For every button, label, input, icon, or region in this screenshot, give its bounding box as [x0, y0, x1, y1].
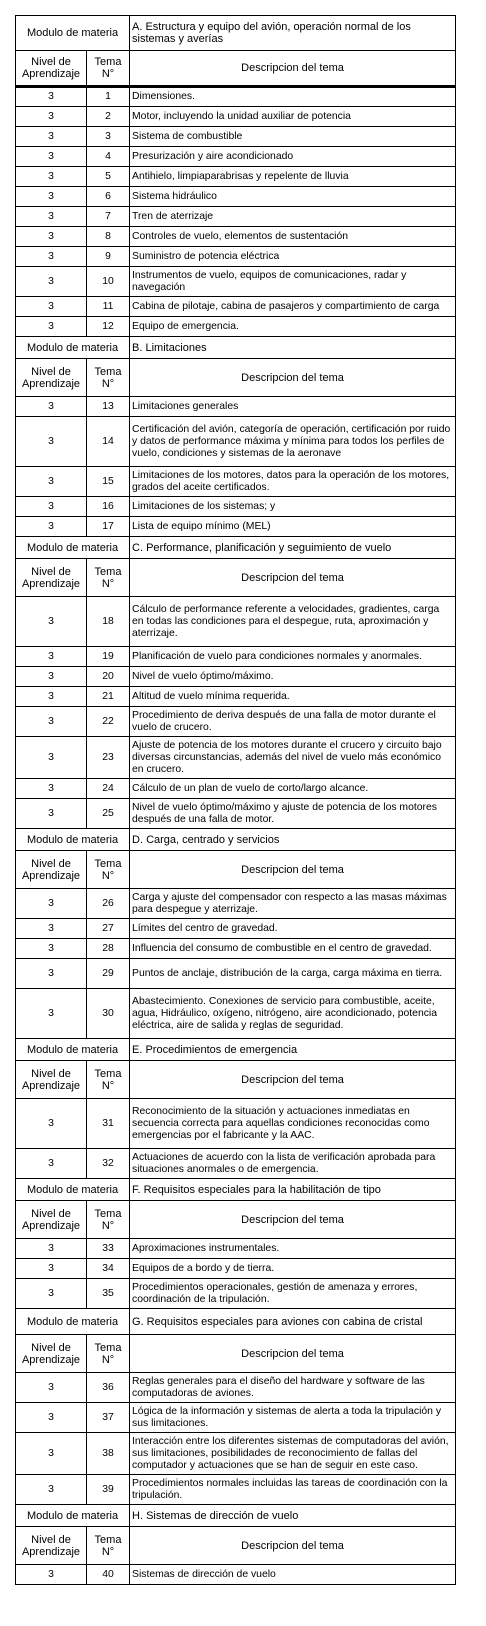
- cell-tema: 28: [87, 939, 130, 959]
- module-title: H. Sistemas de dirección de vuelo: [130, 1505, 456, 1527]
- cell-nivel: 3: [16, 1565, 87, 1585]
- column-header-row: [16, 851, 456, 889]
- syllabus-document: [15, 15, 455, 1585]
- module-label: Modulo de materia: [16, 337, 130, 359]
- cell-nivel: 3: [16, 227, 87, 247]
- header-tema: Tema N°: [87, 1061, 130, 1099]
- header-descripcion: Descripcion del tema: [130, 1335, 456, 1373]
- cell-tema: 24: [87, 779, 130, 799]
- cell-descripcion: Controles de vuelo, elementos de sustentación: [130, 227, 456, 247]
- table-row: [16, 597, 456, 647]
- module-row: [16, 16, 456, 51]
- table-row: [16, 147, 456, 167]
- header-tema: Tema N°: [87, 1201, 130, 1239]
- cell-nivel: 3: [16, 889, 87, 919]
- cell-descripcion: Procedimientos operacionales, gestión de amenaza y errores, coordinación de la tripulación.: [130, 1279, 456, 1309]
- table-row: [16, 989, 456, 1039]
- cell-nivel: 3: [16, 397, 87, 417]
- module-label: Modulo de materia: [16, 537, 130, 559]
- cell-nivel: 3: [16, 417, 87, 467]
- cell-descripcion: Procedimientos normales incluidas las tareas de coordinación con la tripulación.: [130, 1475, 456, 1505]
- cell-nivel: 3: [16, 187, 87, 207]
- table-row: [16, 467, 456, 497]
- module-row: [16, 1309, 456, 1335]
- cell-tema: 1: [87, 87, 130, 107]
- cell-descripcion: Aproximaciones instrumentales.: [130, 1239, 456, 1259]
- header-descripcion: Descripcion del tema: [130, 1061, 456, 1099]
- cell-descripcion: Abastecimiento. Conexiones de servicio para combustible, aceite, agua, Hidráulico, oxígeno, nitrógeno, aire acondicionado, potencia eléctrica, aire de salida y reglas de seguridad.: [130, 989, 456, 1039]
- table-row: [16, 919, 456, 939]
- cell-tema: 40: [87, 1565, 130, 1585]
- cell-nivel: 3: [16, 497, 87, 517]
- cell-nivel: 3: [16, 989, 87, 1039]
- table-row: [16, 1279, 456, 1309]
- cell-descripcion: Suministro de potencia eléctrica: [130, 247, 456, 267]
- cell-nivel: 3: [16, 1373, 87, 1403]
- cell-nivel: 3: [16, 647, 87, 667]
- cell-descripcion: Presurización y aire acondicionado: [130, 147, 456, 167]
- module-title: C. Performance, planificación y seguimiento de vuelo: [130, 537, 456, 559]
- header-nivel: Nivel de Aprendizaje: [16, 1335, 87, 1373]
- cell-tema: 11: [87, 297, 130, 317]
- cell-tema: 22: [87, 707, 130, 737]
- header-nivel: Nivel de Aprendizaje: [16, 851, 87, 889]
- cell-nivel: 3: [16, 247, 87, 267]
- cell-nivel: 3: [16, 939, 87, 959]
- module-title: E. Procedimientos de emergencia: [130, 1039, 456, 1061]
- cell-descripcion: Puntos de anclaje, distribución de la carga, carga máxima en tierra.: [130, 959, 456, 989]
- table-row: [16, 317, 456, 337]
- cell-descripcion: Sistema de combustible: [130, 127, 456, 147]
- cell-nivel: 3: [16, 87, 87, 107]
- cell-tema: 15: [87, 467, 130, 497]
- table-row: [16, 297, 456, 317]
- cell-descripcion: Nivel de vuelo óptimo/máximo.: [130, 667, 456, 687]
- header-nivel: Nivel de Aprendizaje: [16, 1527, 87, 1565]
- header-tema: Tema N°: [87, 1335, 130, 1373]
- cell-descripcion: Influencia del consumo de combustible en el centro de gravedad.: [130, 939, 456, 959]
- cell-nivel: 3: [16, 667, 87, 687]
- cell-descripcion: Cálculo de performance referente a velocidades, gradientes, carga en todas las condiciones para el despegue, ruta, aproximación y aterrizaje.: [130, 597, 456, 647]
- header-tema: Tema N°: [87, 559, 130, 597]
- cell-tema: 34: [87, 1259, 130, 1279]
- cell-nivel: 3: [16, 147, 87, 167]
- cell-nivel: 3: [16, 467, 87, 497]
- cell-nivel: 3: [16, 707, 87, 737]
- cell-descripcion: Procedimiento de deriva después de una falla de motor durante el vuelo de crucero.: [130, 707, 456, 737]
- cell-descripcion: Actuaciones de acuerdo con la lista de verificación aprobada para situaciones anormales o de emergencia.: [130, 1149, 456, 1179]
- header-tema: Tema N°: [87, 1527, 130, 1565]
- syllabus-table: [15, 15, 456, 1585]
- table-row: [16, 87, 456, 107]
- header-tema: Tema N°: [87, 359, 130, 397]
- table-row: [16, 107, 456, 127]
- header-tema: Tema N°: [87, 51, 130, 87]
- cell-tema: 39: [87, 1475, 130, 1505]
- table-row: [16, 707, 456, 737]
- cell-descripcion: Carga y ajuste del compensador con respecto a las masas máximas para despegue y aterrizaje.: [130, 889, 456, 919]
- module-label: Modulo de materia: [16, 16, 130, 51]
- cell-tema: 29: [87, 959, 130, 989]
- cell-tema: 36: [87, 1373, 130, 1403]
- header-nivel: Nivel de Aprendizaje: [16, 51, 87, 87]
- module-title: F. Requisitos especiales para la habilitación de tipo: [130, 1179, 456, 1201]
- cell-tema: 7: [87, 207, 130, 227]
- syllabus-table-body: [16, 16, 456, 1585]
- table-row: [16, 167, 456, 187]
- table-row: [16, 497, 456, 517]
- cell-descripcion: Instrumentos de vuelo, equipos de comunicaciones, radar y navegación: [130, 267, 456, 297]
- module-title: B. Limitaciones: [130, 337, 456, 359]
- cell-descripcion: Nivel de vuelo óptimo/máximo y ajuste de potencia de los motores después de una falla de motor.: [130, 799, 456, 829]
- cell-tema: 30: [87, 989, 130, 1039]
- cell-tema: 31: [87, 1099, 130, 1149]
- cell-nivel: 3: [16, 779, 87, 799]
- table-row: [16, 1099, 456, 1149]
- cell-tema: 9: [87, 247, 130, 267]
- table-row: [16, 939, 456, 959]
- header-tema: Tema N°: [87, 851, 130, 889]
- cell-descripcion: Reglas generales para el diseño del hardware y software de las computadoras de aviones.: [130, 1373, 456, 1403]
- cell-nivel: 3: [16, 267, 87, 297]
- module-row: [16, 337, 456, 359]
- cell-tema: 25: [87, 799, 130, 829]
- cell-tema: 14: [87, 417, 130, 467]
- table-row: [16, 1373, 456, 1403]
- cell-nivel: 3: [16, 919, 87, 939]
- cell-tema: 38: [87, 1433, 130, 1475]
- table-row: [16, 799, 456, 829]
- cell-tema: 35: [87, 1279, 130, 1309]
- module-title: D. Carga, centrado y servicios: [130, 829, 456, 851]
- header-nivel: Nivel de Aprendizaje: [16, 559, 87, 597]
- cell-descripcion: Límites del centro de gravedad.: [130, 919, 456, 939]
- table-row: [16, 667, 456, 687]
- cell-nivel: 3: [16, 317, 87, 337]
- cell-nivel: 3: [16, 1259, 87, 1279]
- cell-tema: 4: [87, 147, 130, 167]
- cell-tema: 16: [87, 497, 130, 517]
- cell-descripcion: Planificación de vuelo para condiciones normales y anormales.: [130, 647, 456, 667]
- cell-descripcion: Altitud de vuelo mínima requerida.: [130, 687, 456, 707]
- header-descripcion: Descripcion del tema: [130, 359, 456, 397]
- cell-nivel: 3: [16, 167, 87, 187]
- header-descripcion: Descripcion del tema: [130, 1527, 456, 1565]
- table-row: [16, 227, 456, 247]
- cell-descripcion: Equipo de emergencia.: [130, 317, 456, 337]
- cell-nivel: 3: [16, 1403, 87, 1433]
- cell-tema: 8: [87, 227, 130, 247]
- cell-descripcion: Limitaciones de los sistemas; y: [130, 497, 456, 517]
- module-title: A. Estructura y equipo del avión, operación normal de los sistemas y averías: [130, 16, 456, 51]
- module-label: Modulo de materia: [16, 829, 130, 851]
- cell-nivel: 3: [16, 959, 87, 989]
- module-row: [16, 1179, 456, 1201]
- cell-nivel: 3: [16, 687, 87, 707]
- cell-tema: 27: [87, 919, 130, 939]
- module-row: [16, 1039, 456, 1061]
- cell-descripcion: Antihielo, limpiaparabrisas y repelente de lluvia: [130, 167, 456, 187]
- module-label: Modulo de materia: [16, 1179, 130, 1201]
- cell-tema: 13: [87, 397, 130, 417]
- column-header-row: [16, 51, 456, 87]
- cell-tema: 20: [87, 667, 130, 687]
- table-row: [16, 267, 456, 297]
- table-row: [16, 127, 456, 147]
- cell-nivel: 3: [16, 107, 87, 127]
- module-row: [16, 829, 456, 851]
- cell-descripcion: Limitaciones de los motores, datos para la operación de los motores, grados del aceite certificados.: [130, 467, 456, 497]
- table-row: [16, 417, 456, 467]
- header-nivel: Nivel de Aprendizaje: [16, 1061, 87, 1099]
- cell-descripcion: Dimensiones.: [130, 87, 456, 107]
- cell-nivel: 3: [16, 127, 87, 147]
- cell-descripcion: Certificación del avión, categoría de operación, certificación por ruido y datos de performance máxima y mínima para todos los perfiles de vuelo, condiciones y sistemas de la aeronave: [130, 417, 456, 467]
- cell-nivel: 3: [16, 207, 87, 227]
- table-row: [16, 187, 456, 207]
- header-descripcion: Descripcion del tema: [130, 1201, 456, 1239]
- cell-tema: 5: [87, 167, 130, 187]
- cell-nivel: 3: [16, 1433, 87, 1475]
- column-header-row: [16, 559, 456, 597]
- cell-nivel: 3: [16, 1475, 87, 1505]
- module-title: G. Requisitos especiales para aviones con cabina de cristal: [130, 1309, 456, 1335]
- cell-tema: 21: [87, 687, 130, 707]
- header-nivel: Nivel de Aprendizaje: [16, 1201, 87, 1239]
- cell-descripcion: Limitaciones generales: [130, 397, 456, 417]
- cell-descripcion: Reconocimiento de la situación y actuaciones inmediatas en secuencia correcta para aquellas condiciones reconocidas como emergencias por el fabricante y la AAC.: [130, 1099, 456, 1149]
- module-label: Modulo de materia: [16, 1505, 130, 1527]
- table-row: [16, 737, 456, 779]
- cell-descripcion: Cabina de pilotaje, cabina de pasajeros y compartimiento de carga: [130, 297, 456, 317]
- table-row: [16, 647, 456, 667]
- cell-descripcion: Cálculo de un plan de vuelo de corto/largo alcance.: [130, 779, 456, 799]
- cell-tema: 37: [87, 1403, 130, 1433]
- table-row: [16, 889, 456, 919]
- cell-tema: 19: [87, 647, 130, 667]
- cell-nivel: 3: [16, 297, 87, 317]
- module-row: [16, 1505, 456, 1527]
- table-row: [16, 1403, 456, 1433]
- cell-descripcion: Sistemas de dirección de vuelo: [130, 1565, 456, 1585]
- cell-descripcion: Motor, incluyendo la unidad auxiliar de potencia: [130, 107, 456, 127]
- cell-nivel: 3: [16, 1099, 87, 1149]
- table-row: [16, 1239, 456, 1259]
- table-row: [16, 959, 456, 989]
- table-row: [16, 1475, 456, 1505]
- module-label: Modulo de materia: [16, 1039, 130, 1061]
- cell-descripcion: Ajuste de potencia de los motores durante el crucero y circuito bajo diversas circunstancias, además del nivel de vuelo más económico en crucero.: [130, 737, 456, 779]
- column-header-row: [16, 1201, 456, 1239]
- table-row: [16, 1259, 456, 1279]
- table-row: [16, 397, 456, 417]
- table-row: [16, 687, 456, 707]
- cell-nivel: 3: [16, 1149, 87, 1179]
- cell-tema: 32: [87, 1149, 130, 1179]
- cell-descripcion: Lógica de la información y sistemas de alerta a toda la tripulación y sus limitaciones.: [130, 1403, 456, 1433]
- cell-nivel: 3: [16, 1279, 87, 1309]
- cell-tema: 3: [87, 127, 130, 147]
- cell-tema: 2: [87, 107, 130, 127]
- column-header-row: [16, 1061, 456, 1099]
- header-descripcion: Descripcion del tema: [130, 51, 456, 87]
- cell-tema: 26: [87, 889, 130, 919]
- column-header-row: [16, 1335, 456, 1373]
- module-row: [16, 537, 456, 559]
- cell-tema: 6: [87, 187, 130, 207]
- table-row: [16, 247, 456, 267]
- cell-descripcion: Equipos de a bordo y de tierra.: [130, 1259, 456, 1279]
- cell-nivel: 3: [16, 1239, 87, 1259]
- table-row: [16, 517, 456, 537]
- table-row: [16, 1433, 456, 1475]
- table-row: [16, 207, 456, 227]
- header-descripcion: Descripcion del tema: [130, 559, 456, 597]
- module-label: Modulo de materia: [16, 1309, 130, 1335]
- cell-descripcion: Interacción entre los diferentes sistemas de computadoras del avión, sus limitaciones, posibilidades de reconocimiento de fallas del computador y actuaciones que se han de seguir en este caso.: [130, 1433, 456, 1475]
- cell-descripcion: Tren de aterrizaje: [130, 207, 456, 227]
- cell-nivel: 3: [16, 799, 87, 829]
- cell-tema: 12: [87, 317, 130, 337]
- cell-nivel: 3: [16, 737, 87, 779]
- cell-tema: 18: [87, 597, 130, 647]
- cell-descripcion: Sistema hidráulico: [130, 187, 456, 207]
- cell-tema: 10: [87, 267, 130, 297]
- header-nivel: Nivel de Aprendizaje: [16, 359, 87, 397]
- cell-tema: 33: [87, 1239, 130, 1259]
- cell-tema: 17: [87, 517, 130, 537]
- cell-descripcion: Lista de equipo mínimo (MEL): [130, 517, 456, 537]
- cell-nivel: 3: [16, 517, 87, 537]
- table-row: [16, 1149, 456, 1179]
- table-row: [16, 779, 456, 799]
- cell-nivel: 3: [16, 597, 87, 647]
- cell-tema: 23: [87, 737, 130, 779]
- column-header-row: [16, 1527, 456, 1565]
- header-descripcion: Descripcion del tema: [130, 851, 456, 889]
- column-header-row: [16, 359, 456, 397]
- table-row: [16, 1565, 456, 1585]
